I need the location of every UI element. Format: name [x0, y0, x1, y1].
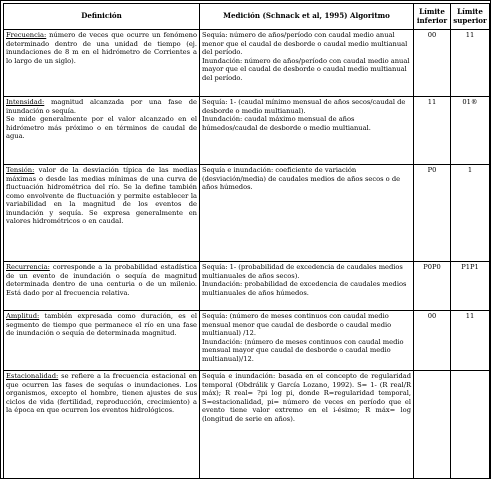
upper-limit-cell [451, 371, 490, 479]
definition-text: número de veces que ocurre un fenómeno determinado dentro de una unidad de tiempo (ej. inundaciones de 8 m en el hidrómetro de Corrientes a lo largo de un siglo). [6, 31, 197, 65]
lower-limit-cell: P0 [414, 165, 451, 262]
measurement-cell [200, 371, 414, 479]
upper-limit-cell: 11 [451, 30, 490, 97]
term-label: Frecuencia: [6, 31, 47, 39]
measurement-cell [200, 311, 414, 371]
definition-extra-text: Se mide generalmente por el valor alcanzado en el hidrómetro más próximo o en términos de caudal de agua. [6, 115, 197, 141]
header-definition: Definición [4, 4, 200, 30]
table-header-row [4, 4, 490, 30]
definition-cell [4, 30, 200, 97]
lower-limit-cell: 11 [414, 97, 451, 165]
header-lower-limit: Límite inferior [414, 4, 451, 30]
measurement-cell [200, 30, 414, 97]
term-label: Intensidad: [6, 98, 45, 106]
table-row-estacionalidad [4, 371, 490, 479]
table-row-recurrencia [4, 262, 490, 311]
upper-limit-cell: P1P1 [451, 262, 490, 311]
definition-cell [4, 97, 200, 165]
measurement-line: Sequía e inundación: coeficiente de variación (desviación/media) de caudales medios de años secos o de años húmedos. [202, 166, 401, 192]
lower-limit-cell: P0P0 [414, 262, 451, 311]
lower-limit-cell [414, 371, 451, 479]
header-upper-limit: Límite superior [451, 4, 490, 30]
term-label: Tensión: [6, 166, 35, 174]
term-label: Estacionalidad: [6, 372, 59, 380]
upper-limit-cell: 11 [451, 311, 490, 371]
measurement-line: Inundación: número de años/período con caudal medio anual mayor que el caudal de desborde o caudal medio multianual del período. [202, 56, 410, 82]
measurement-line: Sequía e inundación: basada en el concepto de regularidad temporal (Obdrálik y García Lozano, 1992). S= 1- (R real/R máx); R real= ?pi log pi, donde R=regularidad temporal, S=estacionalidad, pi= número de veces en período que el evento tiene valor extremo en el i-ésimo; R máx= log (longitud de serie en años). [202, 372, 411, 423]
upper-limit-cell: 01® [451, 97, 490, 165]
header-measurement: Medición (Schnack et al, 1995) Algoritmo [200, 4, 414, 30]
definition-text: valor de la desviación típica de las medias máximas o desde las medias mínimas de una curva de fluctuación hidrométrica del río. Se la define también como envolvente de fluctuación y permite establecer la variabilidad en la magnitud de los eventos de inundación y sequía. Se expresa generalmente en valores hidrométricos o en caudal. [6, 166, 197, 226]
definition-text: corresponde a la probabilidad estadística de un evento de inundación o sequía de magnitud determinada dentro de una centuria o de un milenio. Está dado por al frecuencia relativa. [6, 263, 197, 297]
measurement-line: Sequía: 1- (caudal mínimo mensual de años secos/caudal de desborde o medio multianual). [202, 98, 406, 115]
measurement-line: Inundación: (número de meses continuos con caudal medio mensual mayor que caudal de desborde o caudal medio multianual)/12. [202, 337, 404, 363]
lower-limit-cell: 00 [414, 311, 451, 371]
definition-cell [4, 262, 200, 311]
term-label: Amplitud: [6, 312, 40, 320]
measurement-line: Inundación: probabilidad de excedencia de caudales medios multianuales de años húmedos. [202, 280, 407, 297]
definition-text: se refiere a la frecuencia estacional en que ocurren las fases de sequías o inundaciones. Los organismos, excepto el hombre, tienen ajustes de sus ciclos de vida (fertilidad, reproducción, crecimiento) a la época en que ocurren los eventos hidrológicos. [6, 372, 197, 415]
measurement-line: Sequía: 1- (probabilidad de excedencia de caudales medios multianuales de años secos). [202, 263, 403, 280]
measurement-cell [200, 97, 414, 165]
definition-cell [4, 311, 200, 371]
definitions-table [3, 3, 490, 479]
table-row-intensidad [4, 97, 490, 165]
measurement-cell [200, 262, 414, 311]
measurement-cell [200, 165, 414, 262]
measurement-line: Sequía: número de años/período con caudal medio anual menor que el caudal de desborde o caudal medio multianual del período. [202, 31, 408, 57]
definition-cell [4, 165, 200, 262]
term-label: Recurrencia: [6, 263, 50, 271]
table-row-amplitud [4, 311, 490, 371]
upper-limit-cell: 1 [451, 165, 490, 262]
measurement-line: Sequía: (número de meses continuos con caudal medio mensual menor que caudal de desborde o caudal medio multianual) /12. [202, 312, 392, 338]
table-row-tension [4, 165, 490, 262]
lower-limit-cell: 00 [414, 30, 451, 97]
definition-text: magnitud alcanzada por una fase de inundación o sequía. [6, 98, 197, 115]
definition-cell [4, 371, 200, 479]
table-row-frecuencia [4, 30, 490, 97]
definition-text: también expresada como duración, es el segmento de tiempo que permanece el río en una fase de inundación o sequía de determinada magnitud. [6, 312, 197, 338]
measurement-line: Inundación: caudal máximo mensual de años húmedos/caudal de desborde o medio multianual. [202, 115, 371, 132]
